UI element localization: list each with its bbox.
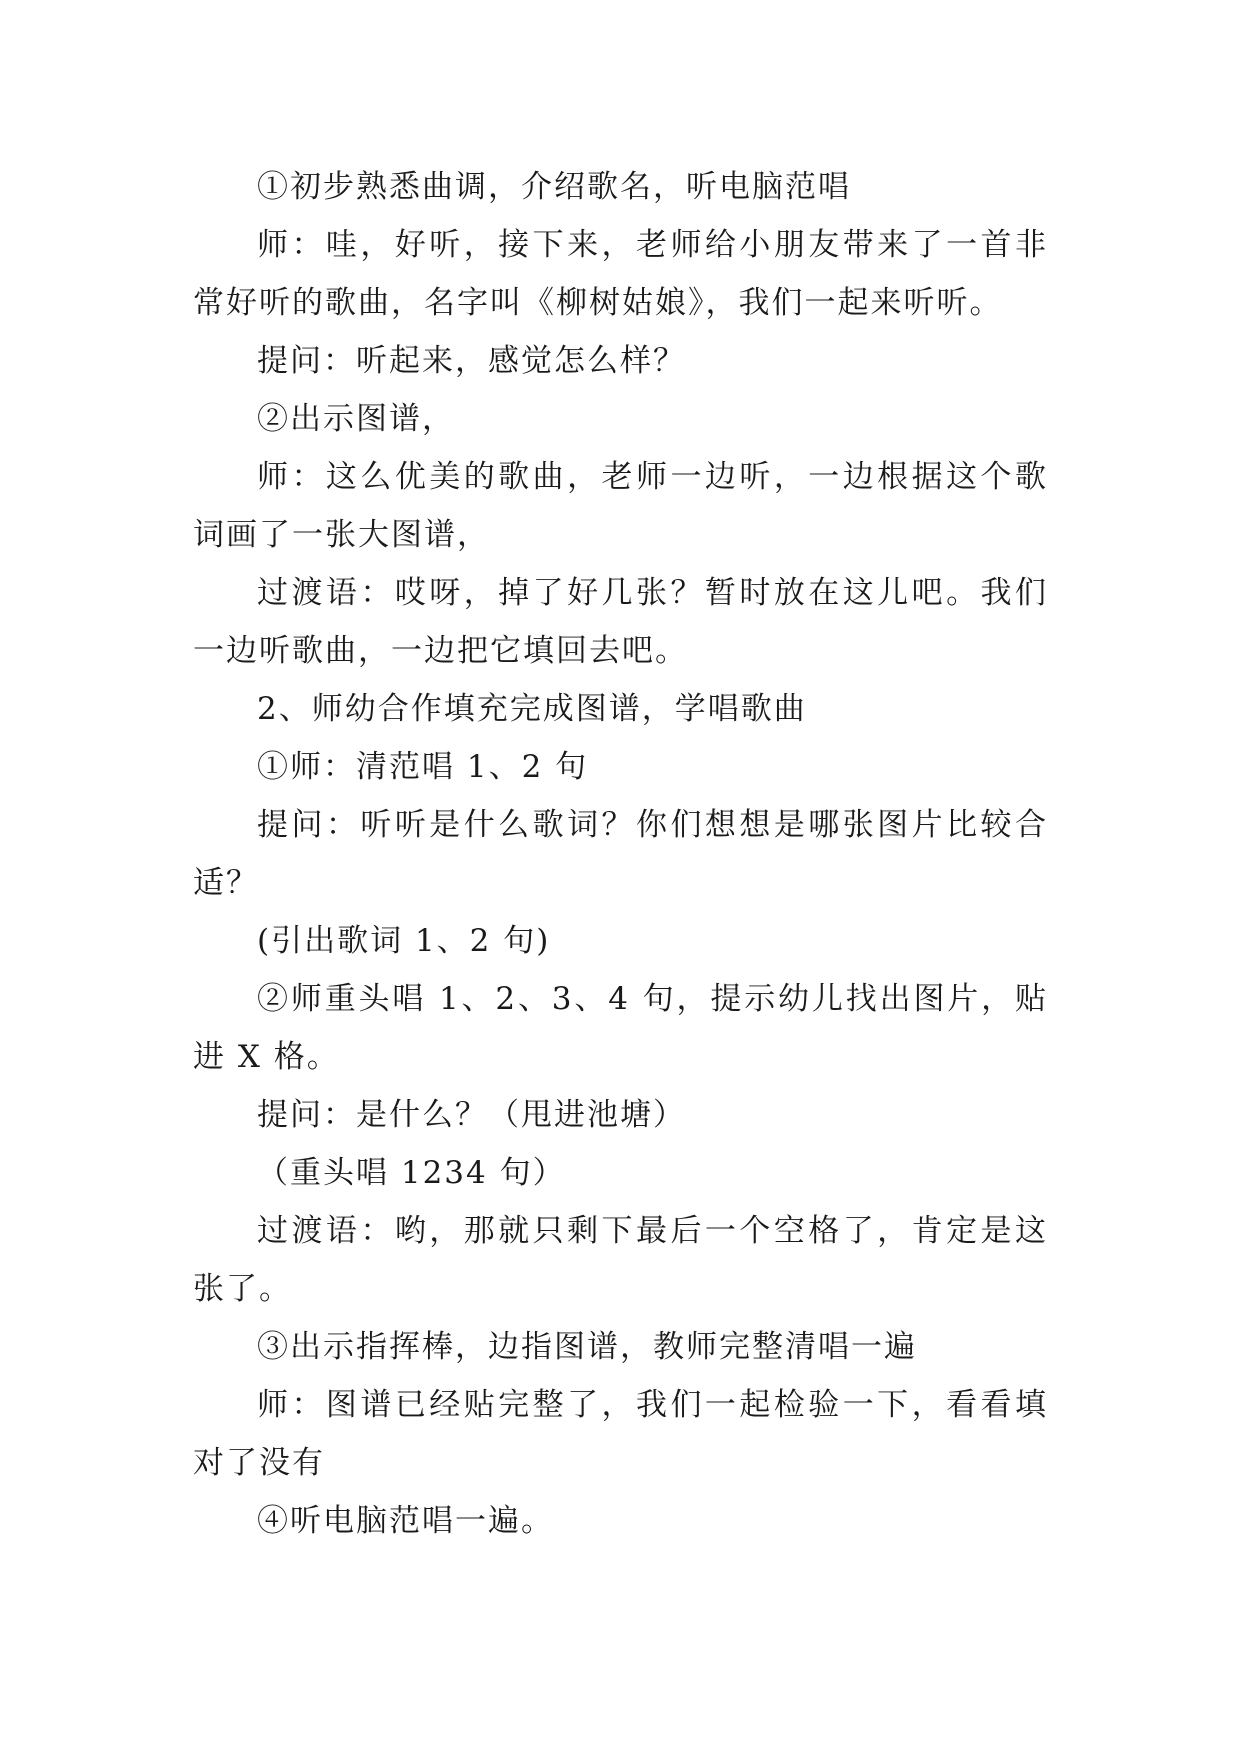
paragraph-question-lyrics: 提问：听听是什么歌词？你们想想是哪张图片比较合适？ — [193, 807, 1048, 901]
paragraph-sing-lines-1-4: ②师重头唱 1、2、3、4 句，提示幼儿找出图片，贴进 X 格。 — [193, 981, 1048, 1075]
paragraph-baton-sing: ③出示指挥棒，边指图谱，教师完整清唱一遍 — [257, 1329, 917, 1365]
paragraph-show-chart: ②出示图谱， — [257, 401, 455, 437]
paragraph-transition-last: 过渡语：哟，那就只剩下最后一个空格了，肯定是这张了。 — [193, 1213, 1048, 1307]
paragraph-question-what: 提问：是什么？（甩进池塘） — [257, 1097, 686, 1133]
paragraph-teacher-check: 师：图谱已经贴完整了，我们一起检验一下，看看填对了没有 — [193, 1387, 1048, 1481]
paragraph-sing-lines-1-2: ①师：清范唱 1、2 句 — [257, 749, 589, 785]
paragraph-section-2-heading: 2、师幼合作填充完成图谱，学唱歌曲 — [257, 691, 807, 727]
paragraph-step-listen-intro: ①初步熟悉曲调，介绍歌名，听电脑范唱 — [257, 169, 851, 205]
paragraph-teacher-drew-chart: 师：这么优美的歌曲，老师一边听，一边根据这个歌词画了一张大图谱， — [193, 459, 1048, 553]
lesson-plan-body — [193, 158, 1048, 1550]
paragraph-listen-again: ④听电脑范唱一遍。 — [257, 1503, 554, 1539]
paragraph-question-feeling: 提问：听起来，感觉怎么样？ — [257, 343, 686, 379]
paragraph-lead-lyrics: (引出歌词 1、2 句) — [257, 923, 551, 959]
paragraph-transition-missing: 过渡语：哎呀，掉了好几张？暂时放在这儿吧。我们一边听歌曲，一边把它填回去吧。 — [193, 575, 1048, 669]
paragraph-teacher-intro-song: 师：哇，好听，接下来，老师给小朋友带来了一首非常好听的歌曲，名字叫《柳树姑娘》，我们一起来听听。 — [193, 227, 1048, 321]
paragraph-resing-1234: （重头唱 1234 句） — [257, 1155, 566, 1191]
